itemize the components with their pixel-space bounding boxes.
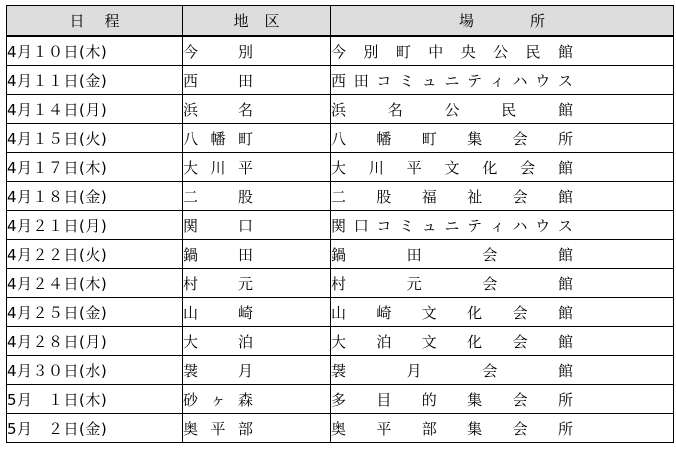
- row-date: 4月１１日(金): [7, 66, 183, 95]
- table-row: [7, 269, 674, 298]
- char: 川: [210, 158, 226, 177]
- char: 館: [557, 187, 573, 206]
- row-date: 4月２２日(火): [7, 240, 183, 269]
- char: 民: [501, 100, 517, 119]
- row-date: 5月 ２日(金): [7, 414, 183, 443]
- char: 集: [467, 129, 483, 148]
- char: 会: [482, 245, 498, 264]
- char: 森: [237, 390, 253, 409]
- char: 別: [237, 42, 253, 61]
- char: 幡: [210, 129, 226, 148]
- char: 町: [421, 129, 437, 148]
- char: コ: [376, 216, 392, 235]
- table-row: [7, 414, 674, 443]
- char: 月: [237, 361, 253, 380]
- char: 袰: [183, 361, 199, 380]
- row-area: [183, 240, 331, 269]
- char: 祉: [467, 187, 483, 206]
- row-venue: [331, 356, 674, 385]
- table-row: [7, 95, 674, 124]
- char: 袰: [331, 361, 347, 380]
- char: 目: [376, 390, 392, 409]
- row-area: [183, 414, 331, 443]
- char: 田: [353, 71, 369, 90]
- char: 田: [406, 245, 422, 264]
- table-row: [7, 327, 674, 356]
- row-venue: [331, 414, 674, 443]
- char: 会: [482, 361, 498, 380]
- char: 所: [557, 419, 573, 438]
- char: 別: [363, 42, 379, 61]
- char: 二: [183, 187, 199, 206]
- char: テ: [467, 216, 483, 235]
- table-row: [7, 36, 674, 66]
- char: 館: [557, 361, 573, 380]
- char: ニ: [444, 216, 460, 235]
- row-date: 4月１８日(金): [7, 182, 183, 211]
- char: 央: [460, 42, 476, 61]
- table-row: [7, 356, 674, 385]
- row-date: 4月１７日(木): [7, 153, 183, 182]
- char: ウ: [535, 71, 551, 90]
- row-venue: [331, 153, 674, 182]
- char: 幡: [376, 129, 392, 148]
- char: 西: [183, 71, 199, 90]
- char: 文: [444, 158, 460, 177]
- char: ミ: [399, 71, 415, 90]
- char: 関: [331, 216, 347, 235]
- char: 化: [467, 332, 483, 351]
- char: 名: [387, 100, 403, 119]
- char: ハ: [512, 216, 528, 235]
- row-area: [183, 327, 331, 356]
- row-date: 4月１０日(木): [7, 36, 183, 66]
- row-area: [183, 36, 331, 66]
- header-date: [7, 6, 183, 37]
- char: 奥: [183, 419, 199, 438]
- row-area: [183, 124, 331, 153]
- row-date: 4月１４日(月): [7, 95, 183, 124]
- char: 館: [557, 274, 573, 293]
- row-venue: [331, 124, 674, 153]
- char: ュ: [421, 216, 437, 235]
- char: 多: [331, 390, 347, 409]
- char: 泊: [376, 332, 392, 351]
- char: 所: [557, 129, 573, 148]
- char: 大: [183, 332, 199, 351]
- char: 会: [512, 303, 528, 322]
- char: 館: [557, 158, 573, 177]
- char: 公: [493, 42, 509, 61]
- char: 館: [557, 245, 573, 264]
- row-venue: [331, 36, 674, 66]
- char: 今: [183, 42, 199, 61]
- char: 川: [368, 158, 384, 177]
- row-area: [183, 211, 331, 240]
- char: 会: [512, 419, 528, 438]
- char: 的: [421, 390, 437, 409]
- row-area: [183, 153, 331, 182]
- char: 会: [520, 158, 536, 177]
- char: 月: [406, 361, 422, 380]
- row-venue: [331, 385, 674, 414]
- char: ス: [557, 216, 573, 235]
- row-date: 5月 １日(木): [7, 385, 183, 414]
- char: 元: [237, 274, 253, 293]
- char: 浜: [331, 100, 347, 119]
- table-header: [7, 6, 674, 37]
- row-venue: [331, 211, 674, 240]
- char: 田: [237, 71, 253, 90]
- char: 砂: [183, 390, 199, 409]
- char: 会: [512, 129, 528, 148]
- char: 文: [421, 303, 437, 322]
- char: 平: [376, 419, 392, 438]
- row-date: 4月１５日(火): [7, 124, 183, 153]
- char: 西: [331, 71, 347, 90]
- schedule-table: [6, 5, 674, 443]
- header-venue: [331, 6, 674, 37]
- header-area-label: 地区: [233, 12, 296, 30]
- char: ミ: [399, 216, 415, 235]
- char: 館: [557, 42, 573, 61]
- row-venue: [331, 298, 674, 327]
- char: 八: [331, 129, 347, 148]
- char: テ: [467, 71, 483, 90]
- char: 大: [331, 332, 347, 351]
- char: 集: [467, 419, 483, 438]
- row-area: [183, 182, 331, 211]
- char: 公: [444, 100, 460, 119]
- char: 田: [237, 245, 253, 264]
- char: 崎: [237, 303, 253, 322]
- char: 二: [331, 187, 347, 206]
- char: ニ: [444, 71, 460, 90]
- char: 化: [482, 158, 498, 177]
- char: 中: [428, 42, 444, 61]
- char: 崎: [376, 303, 392, 322]
- char: 名: [237, 100, 253, 119]
- char: 平: [406, 158, 422, 177]
- char: 化: [467, 303, 483, 322]
- char: 会: [512, 187, 528, 206]
- table-row: [7, 385, 674, 414]
- char: ハ: [512, 71, 528, 90]
- row-date: 4月３０日(水): [7, 356, 183, 385]
- char: 部: [237, 419, 253, 438]
- char: 元: [406, 274, 422, 293]
- row-area: [183, 298, 331, 327]
- char: 会: [482, 274, 498, 293]
- char: 山: [183, 303, 199, 322]
- char: 平: [210, 419, 226, 438]
- char: 平: [237, 158, 253, 177]
- char: 町: [237, 129, 253, 148]
- char: ス: [557, 71, 573, 90]
- header-date-label: 日程: [69, 12, 140, 30]
- row-area: [183, 95, 331, 124]
- char: 村: [183, 274, 199, 293]
- char: 股: [376, 187, 392, 206]
- row-date: 4月２１日(月): [7, 211, 183, 240]
- char: 村: [331, 274, 347, 293]
- char: 会: [512, 332, 528, 351]
- row-area: [183, 356, 331, 385]
- char: ュ: [421, 71, 437, 90]
- char: 鍋: [183, 245, 199, 264]
- char: 今: [331, 42, 347, 61]
- row-area: [183, 385, 331, 414]
- table-row: [7, 124, 674, 153]
- char: 口: [237, 216, 253, 235]
- char: 所: [557, 390, 573, 409]
- char: 鍋: [331, 245, 347, 264]
- char: 奥: [331, 419, 347, 438]
- row-date: 4月２８日(月): [7, 327, 183, 356]
- char: 浜: [183, 100, 199, 119]
- row-date: 4月２５日(金): [7, 298, 183, 327]
- row-area: [183, 66, 331, 95]
- table-row: [7, 211, 674, 240]
- char: 大: [331, 158, 347, 177]
- header-row: [7, 6, 674, 37]
- char: 泊: [237, 332, 253, 351]
- table-row: [7, 240, 674, 269]
- char: 部: [421, 419, 437, 438]
- row-area: [183, 269, 331, 298]
- row-venue: [331, 66, 674, 95]
- row-venue: [331, 240, 674, 269]
- header-venue-label: 場所: [458, 12, 601, 30]
- table-row: [7, 153, 674, 182]
- table-row: [7, 298, 674, 327]
- table-body: [7, 36, 674, 443]
- char: 集: [467, 390, 483, 409]
- char: 館: [557, 332, 573, 351]
- char: 文: [421, 332, 437, 351]
- char: 会: [512, 390, 528, 409]
- char: 八: [183, 129, 199, 148]
- table-row: [7, 182, 674, 211]
- char: ウ: [535, 216, 551, 235]
- row-venue: [331, 327, 674, 356]
- table-row: [7, 66, 674, 95]
- char: 民: [525, 42, 541, 61]
- row-venue: [331, 269, 674, 298]
- row-venue: [331, 95, 674, 124]
- char: 福: [421, 187, 437, 206]
- header-area: [183, 6, 331, 37]
- char: 館: [557, 303, 573, 322]
- char: 口: [353, 216, 369, 235]
- char: コ: [376, 71, 392, 90]
- char: ィ: [489, 216, 505, 235]
- row-venue: [331, 182, 674, 211]
- char: 股: [237, 187, 253, 206]
- char: ィ: [489, 71, 505, 90]
- char: 山: [331, 303, 347, 322]
- char: 大: [183, 158, 199, 177]
- char: 町: [395, 42, 411, 61]
- char: ヶ: [210, 390, 226, 409]
- row-date: 4月２４日(木): [7, 269, 183, 298]
- char: 関: [183, 216, 199, 235]
- char: 館: [557, 100, 573, 119]
